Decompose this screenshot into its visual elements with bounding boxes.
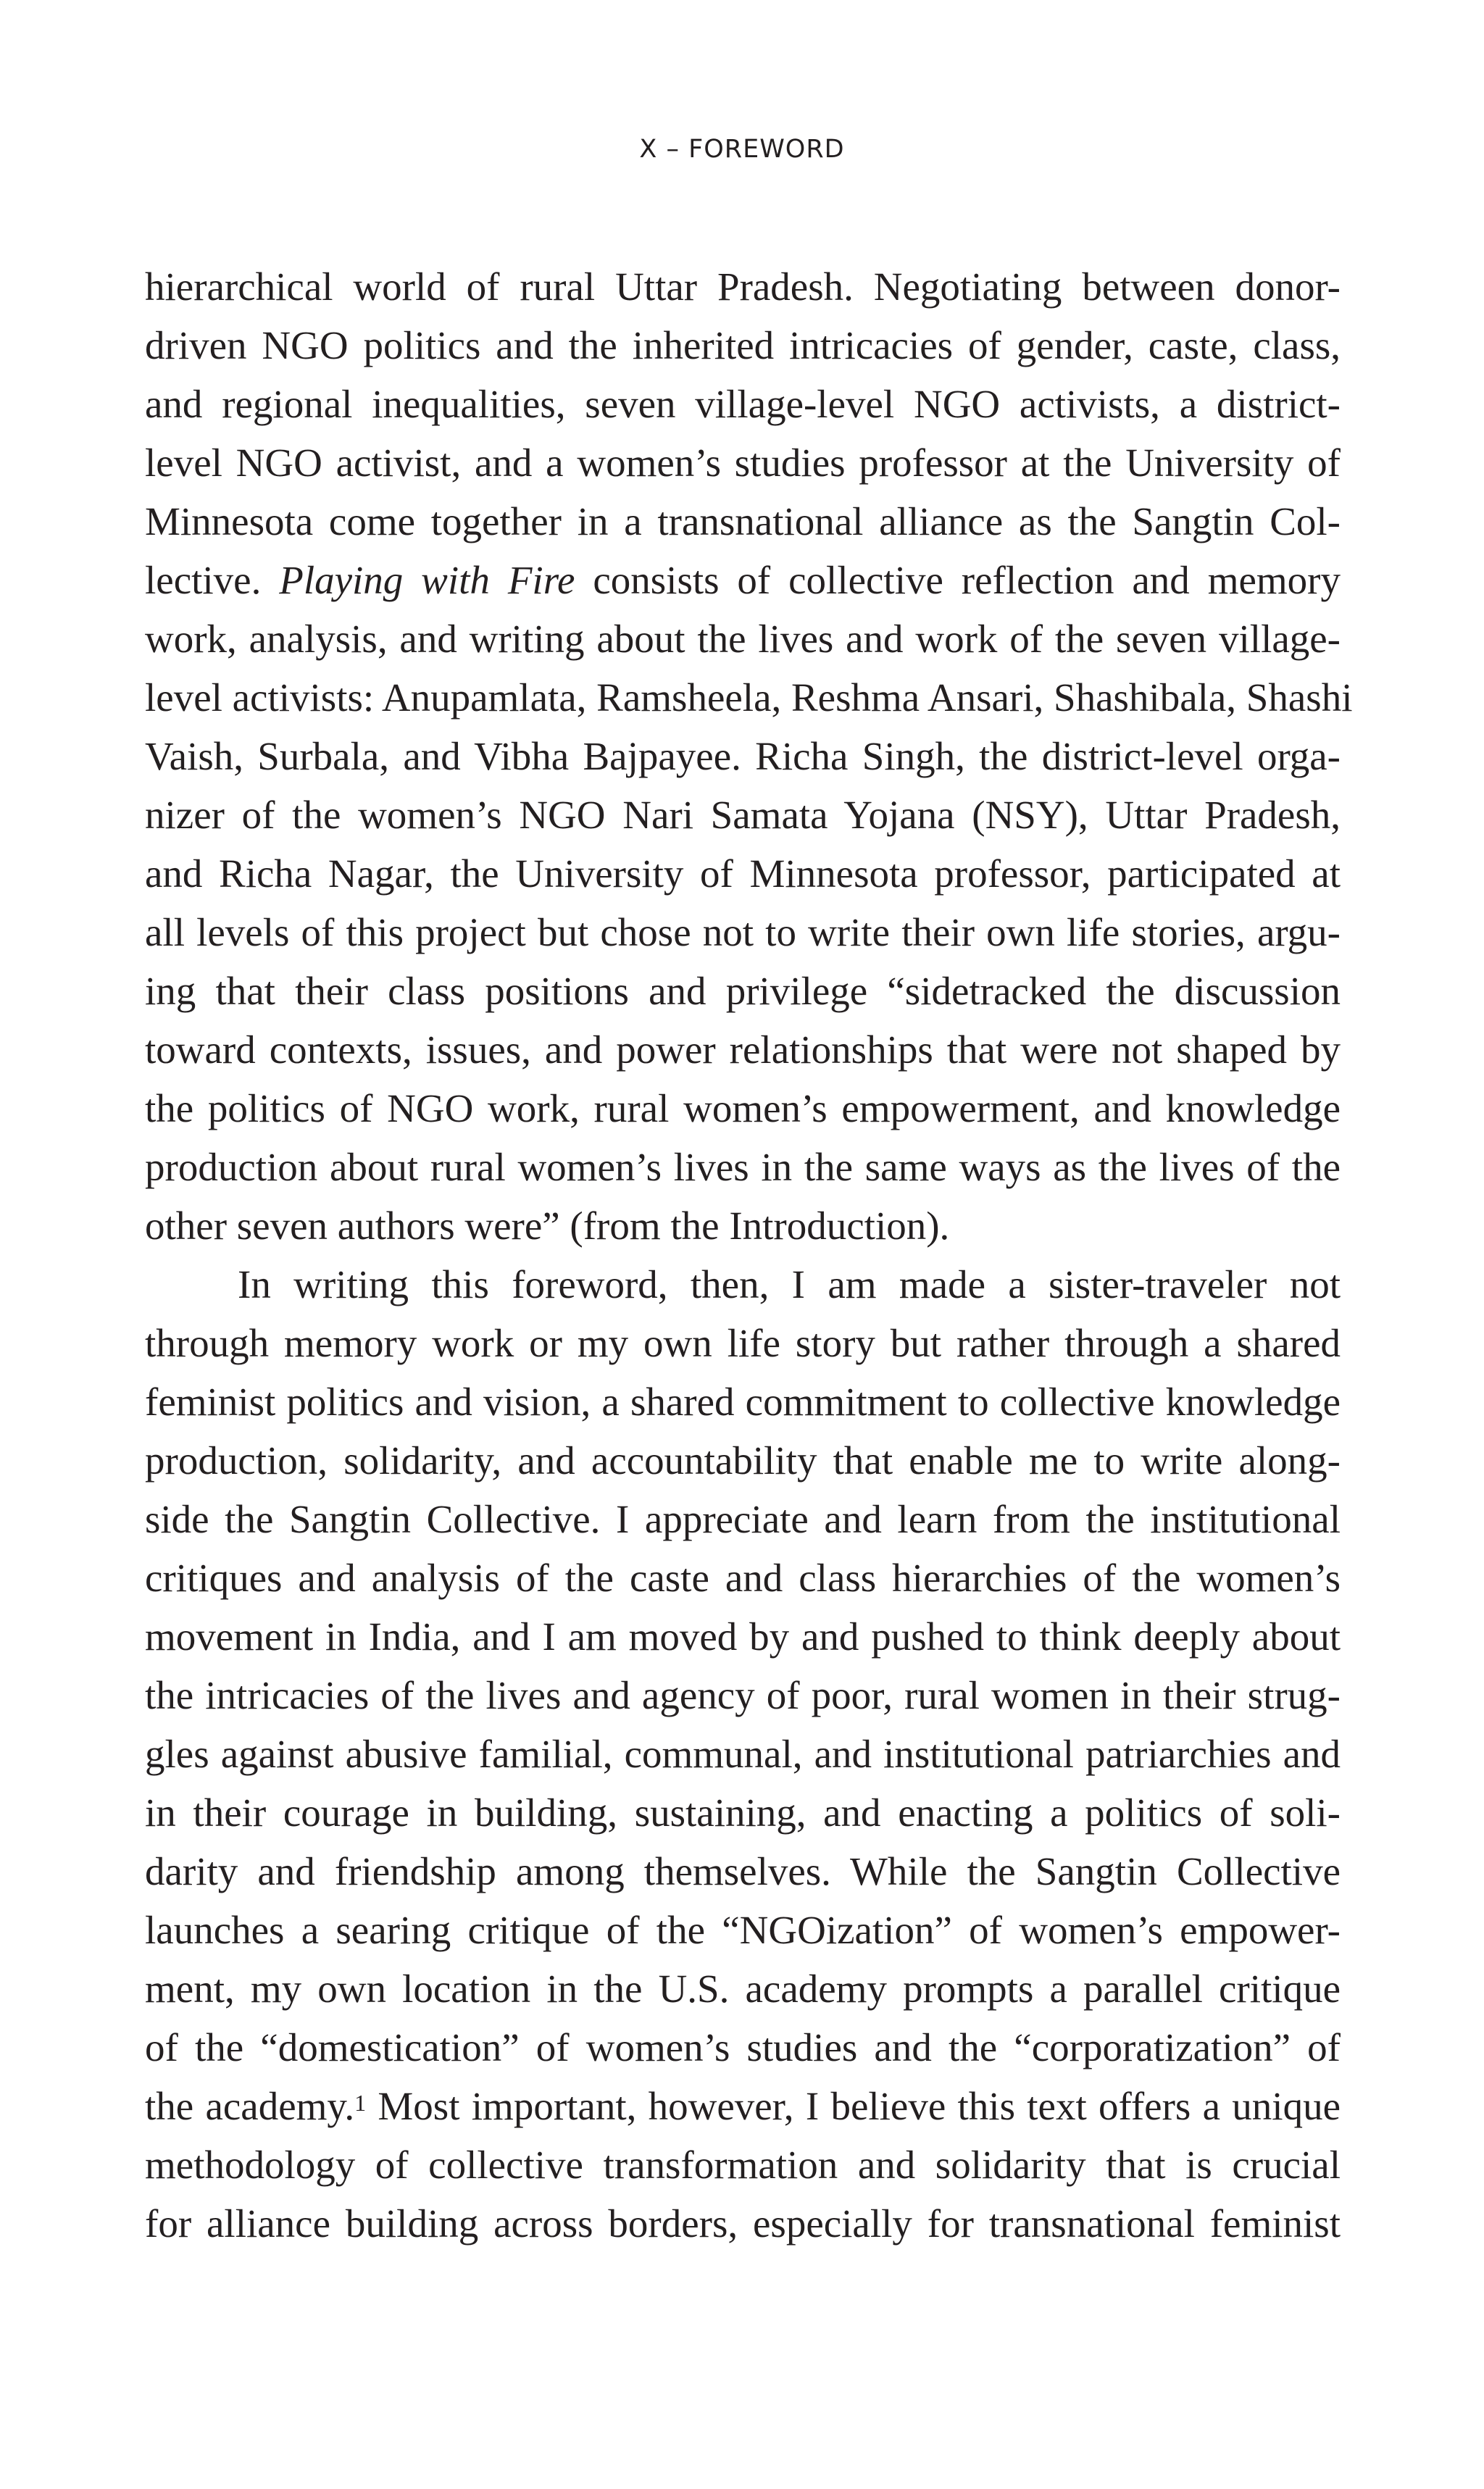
book-title-italic: Playing with Fire bbox=[279, 558, 575, 602]
text-line: movement in India, and I am moved by and pushed to think deeply about bbox=[145, 1614, 1341, 1659]
text-line: methodology of collective transformation and solidarity that is crucial bbox=[145, 2143, 1341, 2187]
text-line: launches a searing critique of the “NGOization” of women’s empower- bbox=[145, 1908, 1341, 1952]
text-line: Minnesota come together in a transnational alliance as the Sangtin Col- bbox=[145, 499, 1341, 543]
text-line: nizer of the women’s NGO Nari Samata Yojana (NSY), Uttar Pradesh, bbox=[145, 793, 1341, 837]
text-segment: consists of collective reflection and memory bbox=[575, 558, 1341, 602]
text-line: In writing this foreword, then, I am made a sister-traveler not bbox=[238, 1262, 1341, 1306]
text-line: hierarchical world of rural Uttar Pradesh. Negotiating between donor- bbox=[145, 264, 1341, 309]
text-line: the politics of NGO work, rural women’s empowerment, and knowledge bbox=[145, 1086, 1341, 1130]
text-line: level activists: Anupamlata, Ramsheela, Reshma Ansari, Shashibala, Shashi bbox=[145, 675, 1353, 720]
body-text bbox=[145, 257, 1353, 2253]
text-line: all levels of this project but chose not to write their own life stories, argu- bbox=[145, 910, 1341, 954]
text-line: ing that their class positions and privilege “sidetracked the discussion bbox=[145, 969, 1341, 1013]
text-line: production about rural women’s lives in the same ways as the lives of the bbox=[145, 1145, 1341, 1189]
text-segment: the academy. bbox=[145, 2084, 355, 2128]
text-line: feminist politics and vision, a shared commitment to collective knowledge bbox=[145, 1380, 1341, 1424]
text-line: through memory work or my own life story but rather through a shared bbox=[145, 1321, 1341, 1365]
text-line: of the “domestication” of women’s studies and the “corporatization” of bbox=[145, 2025, 1341, 2069]
text-line: and Richa Nagar, the University of Minnesota professor, participated at bbox=[145, 851, 1341, 896]
footnote-reference[interactable]: 1 bbox=[354, 2090, 367, 2116]
text-line: critiques and analysis of the caste and class hierarchies of the women’s bbox=[145, 1556, 1341, 1600]
text-line bbox=[145, 2077, 1341, 2135]
running-head: X – FOREWORD bbox=[639, 135, 845, 164]
paragraph-2 bbox=[145, 1255, 1341, 2253]
text-line: toward contexts, issues, and power relationships that were not shaped by bbox=[145, 1027, 1341, 1072]
text-line bbox=[145, 551, 1341, 609]
text-line: ment, my own location in the U.S. academy prompts a parallel critique bbox=[145, 1967, 1341, 2011]
text-line: driven NGO politics and the inherited intricacies of gender, caste, class, bbox=[145, 323, 1341, 367]
text-line: and regional inequalities, seven village-level NGO activists, a district- bbox=[145, 382, 1341, 426]
text-line: side the Sangtin Collective. I appreciate and learn from the institutional bbox=[145, 1497, 1341, 1541]
text-line: in their courage in building, sustaining, and enacting a politics of soli- bbox=[145, 1790, 1341, 1835]
text-line: other seven authors were” (from the Introduction). bbox=[145, 1204, 950, 1248]
paragraph-1 bbox=[145, 257, 1353, 1255]
text-line: the intricacies of the lives and agency of poor, rural women in their strug- bbox=[145, 1673, 1341, 1717]
text-line: darity and friendship among themselves. While the Sangtin Collective bbox=[145, 1849, 1341, 1893]
text-line: Vaish, Surbala, and Vibha Bajpayee. Richa Singh, the district-level orga- bbox=[145, 734, 1341, 778]
text-line: level NGO activist, and a women’s studies professor at the University of bbox=[145, 441, 1341, 485]
text-line: work, analysis, and writing about the lives and work of the seven village- bbox=[145, 617, 1341, 661]
text-line: gles against abusive familial, communal, and institutional patriarchies and bbox=[145, 1732, 1341, 1776]
text-line: for alliance building across borders, especially for transnational feminist bbox=[145, 2201, 1341, 2246]
text-line: production, solidarity, and accountability that enable me to write along- bbox=[145, 1438, 1341, 1483]
text-segment: Most important, however, I believe this text offers a unique bbox=[366, 2084, 1341, 2128]
text-segment: lective. bbox=[145, 558, 280, 602]
